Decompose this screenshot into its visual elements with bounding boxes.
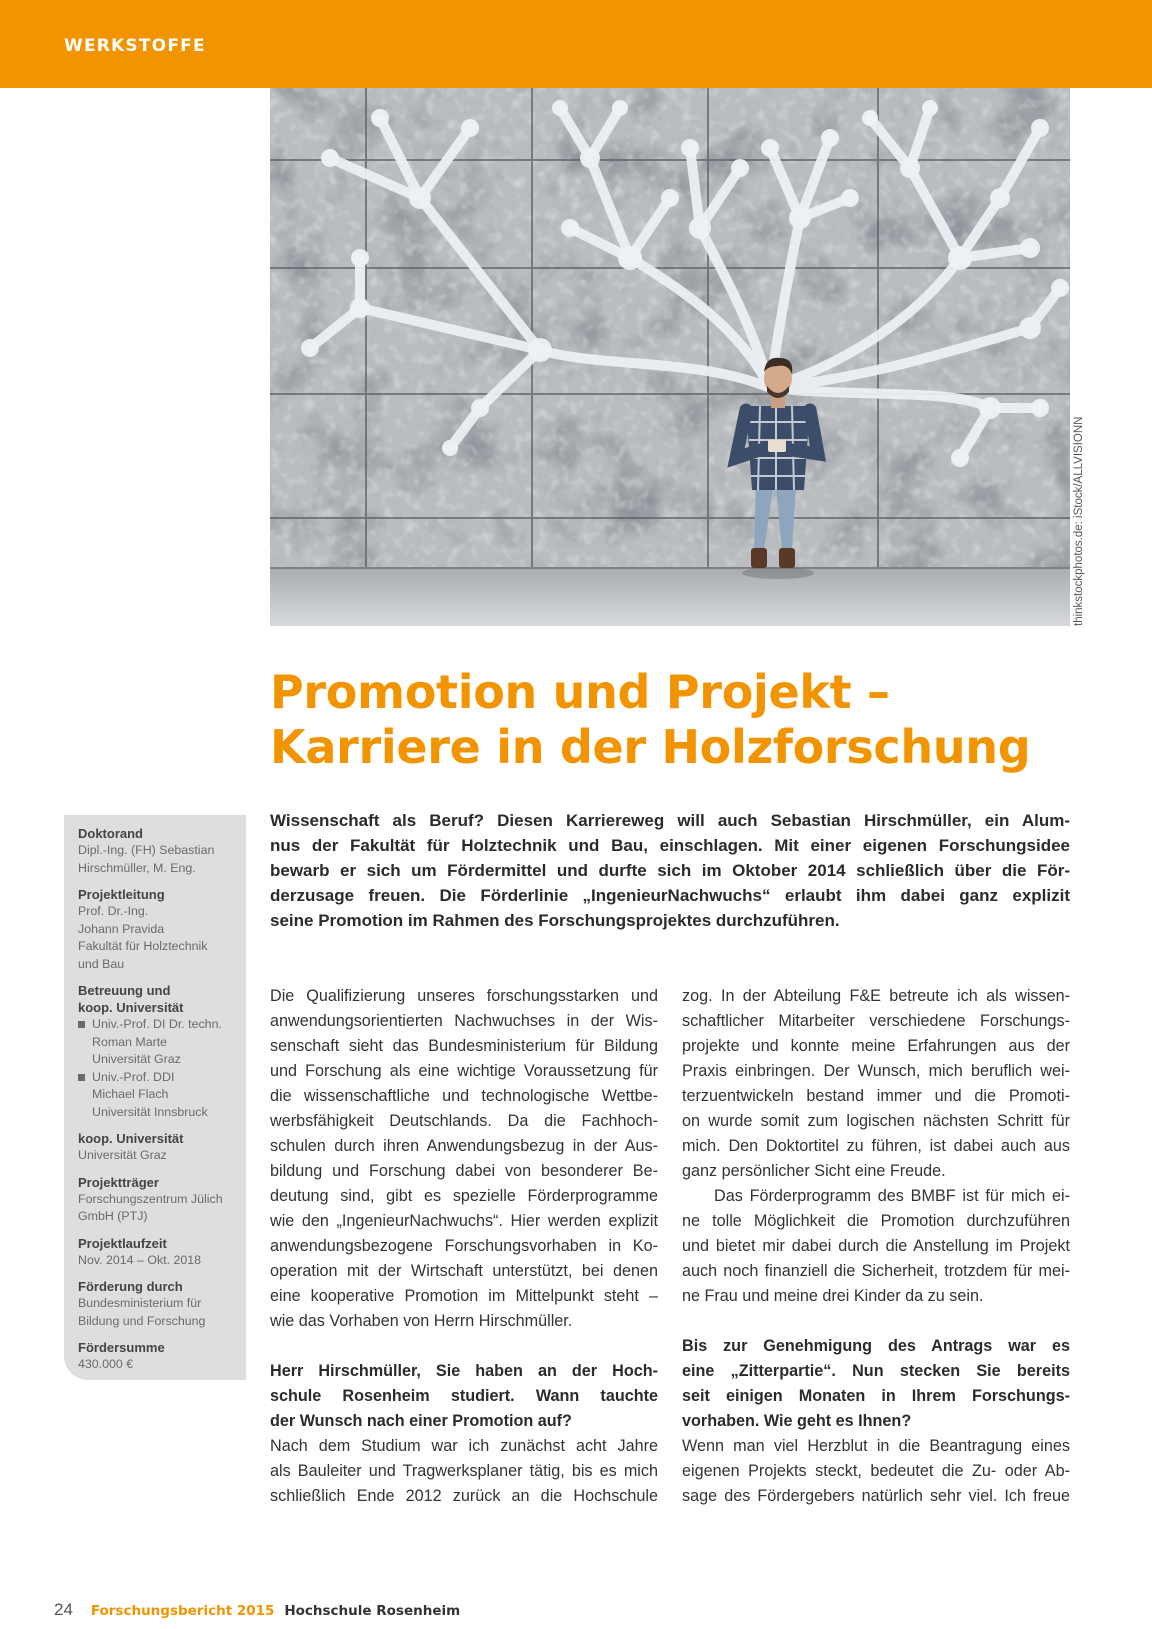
info-label: koop. Universität (78, 1131, 184, 1146)
info-label: Betreuung und (78, 983, 171, 998)
info-label: koop. Universität (78, 1000, 184, 1015)
body-column-left (270, 984, 658, 1509)
lead-line: nus der Fakultät für Holztechnik und Bau, einschlagen. Mit einer eigenen Forschungsidee (270, 836, 1070, 855)
lead-line: seine Promotion im Rahmen des Forschungsprojektes durchzuführen. (270, 911, 840, 930)
info-value: Bundesministerium für (78, 1296, 202, 1310)
interview-question-line: Bis zur Genehmigung des Antrags war es (682, 1337, 1070, 1355)
project-info-box (64, 815, 246, 1380)
body-line: senschaft sieht das Bundesministerium für Bildung (270, 1037, 658, 1055)
info-value: Hirschmüller, M. Eng. (78, 860, 196, 875)
body-line: sage des Fördergebers natürlich sehr viel. Ich freue (682, 1487, 1070, 1505)
body-line: die wissenschaftliche und technologische Wettbe- (270, 1087, 658, 1105)
institution-name: Hochschule Rosenheim (284, 1603, 461, 1619)
body-line: operation mit der Wirtschaft unterstützt, bei denen (270, 1262, 658, 1280)
interview-question-line: schule Rosenheim studiert. Wann tauchte (270, 1387, 658, 1405)
info-projektleitung (78, 886, 238, 973)
photo-credit: thinkstockphotos.de: iStock/ALLVISIONN (1073, 416, 1085, 626)
body-line: werbsfähigkeit Deutschlands. Da die Fachhoch- (270, 1112, 658, 1130)
info-bullet-item: Univ.-Prof. DI Dr. techn. (78, 1016, 238, 1034)
body-line: ganz persönlicher Sicht eine Freude. (682, 1162, 946, 1180)
info-value: Dipl.-Ing. (FH) Sebastian (78, 843, 215, 857)
info-projektlaufzeit (78, 1235, 238, 1270)
body-line: deutung sind, gibt es spezielle Förderprogramme (270, 1187, 658, 1205)
info-projekttraeger (78, 1174, 238, 1226)
body-line: schaftlicher Mitarbeiter verschiedene Forschungs- (682, 1012, 1070, 1030)
info-value: Nov. 2014 – Okt. 2018 (78, 1252, 202, 1267)
info-koop-universitaet (78, 1130, 238, 1165)
info-value: und Bau (78, 956, 125, 971)
section-label: WERKSTOFFE (64, 36, 206, 56)
body-line: Das Förderprogramm des BMBF ist für mich ei- (714, 1187, 1070, 1205)
interview-question-line: eine „Zitterpartie“. Nun stecken Sie bereits (682, 1362, 1070, 1380)
body-line: eine kooperative Promotion im Mittelpunkt steht – (270, 1287, 658, 1305)
body-line: und bietet mir dabei durch die Anstellung im Projekt (682, 1237, 1070, 1255)
article-title (270, 665, 1100, 775)
body-line: anwendungsbezogene Forschungsvorhaben in Ko- (270, 1237, 658, 1255)
body-line: Die Qualifizierung unseres forschungsstarken und (270, 987, 658, 1005)
body-line: schulen durch ihren Anwendungsbezug in der Aus- (270, 1137, 658, 1155)
lead-line: Wissenschaft als Beruf? Diesen Karriereweg will auch Sebastian Hirschmüller, ein Alum- (270, 811, 1070, 830)
title-line-1: Promotion und Projekt – (270, 665, 890, 719)
body-line: zog. In der Abteilung F&E betreute ich als wissen- (682, 987, 1070, 1005)
info-value: Universität Graz (92, 1052, 181, 1066)
lead-line: derzusage freuen. Die Förderlinie „IngenieurNachwuchs“ erlaubt ihm dabei ganz explizit (270, 886, 1070, 905)
info-label: Projektleitung (78, 887, 165, 902)
body-line: projekte und konnte meine Erfahrungen aus der (682, 1037, 1070, 1055)
info-foerdersumme (78, 1339, 238, 1374)
info-bullet-item: Univ.-Prof. DDI (78, 1069, 238, 1087)
info-value: Roman Marte (92, 1034, 168, 1049)
info-label: Projektlaufzeit (78, 1235, 167, 1251)
body-column-right (682, 984, 1070, 1509)
info-label: Fördersumme (78, 1340, 165, 1355)
body-line: wie das Vorhaben von Herrn Hirschmüller. (270, 1312, 573, 1330)
info-value: Michael Flach (92, 1087, 169, 1101)
info-label: Projektträger (78, 1174, 159, 1190)
info-value: GmbH (PTJ) (78, 1209, 148, 1223)
title-line-2: Karriere in der Holzforschung (270, 720, 1031, 774)
info-label: Doktorand (78, 826, 143, 841)
interview-question-line: vorhaben. Wie geht es Ihnen? (682, 1412, 912, 1430)
body-line: und Forschung als eine wichtige Voraussetzung für (270, 1062, 658, 1080)
info-value: Universität Innsbruck (92, 1104, 208, 1119)
body-line: Praxis einbringen. Der Wunsch, mich beruflich wei- (682, 1062, 1070, 1080)
info-value: Bildung und Forschung (78, 1313, 206, 1328)
info-value: Forschungszentrum Jülich (78, 1191, 223, 1206)
hero-illustration (270, 88, 1070, 626)
paragraph-gap (270, 1334, 658, 1359)
body-line: mich. Den Doktortitel zu führen, ist dabei auch aus (682, 1137, 1070, 1155)
info-value: Fakultät für Holztechnik (78, 939, 208, 953)
section-header-bar (0, 0, 1152, 88)
page-number: 24 (54, 1600, 73, 1619)
body-line: terzuentwickeln bestand immer und die Promoti- (682, 1087, 1070, 1105)
lead-line: bewarb er sich um Fördermittel und durfte sich im Oktober 2014 schließlich über die För- (270, 861, 1070, 880)
interview-question-line: seit einigen Monaten in Ihrem Forschungs- (682, 1387, 1070, 1405)
info-value: 430.000 € (78, 1357, 134, 1371)
info-foerderung (78, 1278, 238, 1330)
interview-question-line: der Wunsch nach einer Promotion auf? (270, 1412, 572, 1430)
body-line: wie den „IngenieurNachwuchs“. Hier werden explizit (270, 1212, 658, 1230)
body-line: ne Frau und meine drei Kinder da zu sein. (682, 1287, 984, 1305)
body-line: anwendungsorientierten Nachwuchses in der Wis- (270, 1012, 658, 1030)
body-line: on wurde somit zum logischen nächsten Schritt für (682, 1112, 1070, 1130)
body-line: eigenen Projekts steckt, bedeutet die Zu- oder Ab- (682, 1462, 1070, 1480)
body-line: ne tolle Möglichkeit die Promotion durchzuführen (682, 1212, 1070, 1230)
page-footer (54, 1600, 460, 1620)
info-label: Förderung durch (78, 1279, 183, 1294)
body-line: Nach dem Studium war ich zunächst acht Jahre (270, 1437, 658, 1455)
interview-question-line: Herr Hirschmüller, Sie haben an der Hoch- (270, 1362, 658, 1380)
body-line: auch noch finanziell die Sicherheit, trotzdem für mei- (682, 1262, 1070, 1280)
info-value: Prof. Dr.-Ing. (78, 904, 149, 918)
body-line: Wenn man viel Herzblut in die Beantragung eines (682, 1437, 1070, 1455)
info-betreuung (78, 982, 238, 1121)
lead-paragraph (270, 808, 1070, 933)
info-value: Universität Graz (78, 1148, 167, 1162)
paragraph-gap (682, 1309, 1070, 1334)
body-line: als Bauleiter und Tragwerksplaner tätig, bis es mich (270, 1462, 658, 1480)
info-value: Johann Pravida (78, 921, 165, 936)
publication-name: Forschungsbericht 2015 (90, 1603, 275, 1619)
info-doktorand (78, 825, 238, 877)
hero-photo (270, 88, 1070, 626)
body-line: schließlich Ende 2012 zurück an die Hochschule (270, 1487, 658, 1505)
body-line: bildung und Forschung dabei von besonderer Be- (270, 1162, 658, 1180)
